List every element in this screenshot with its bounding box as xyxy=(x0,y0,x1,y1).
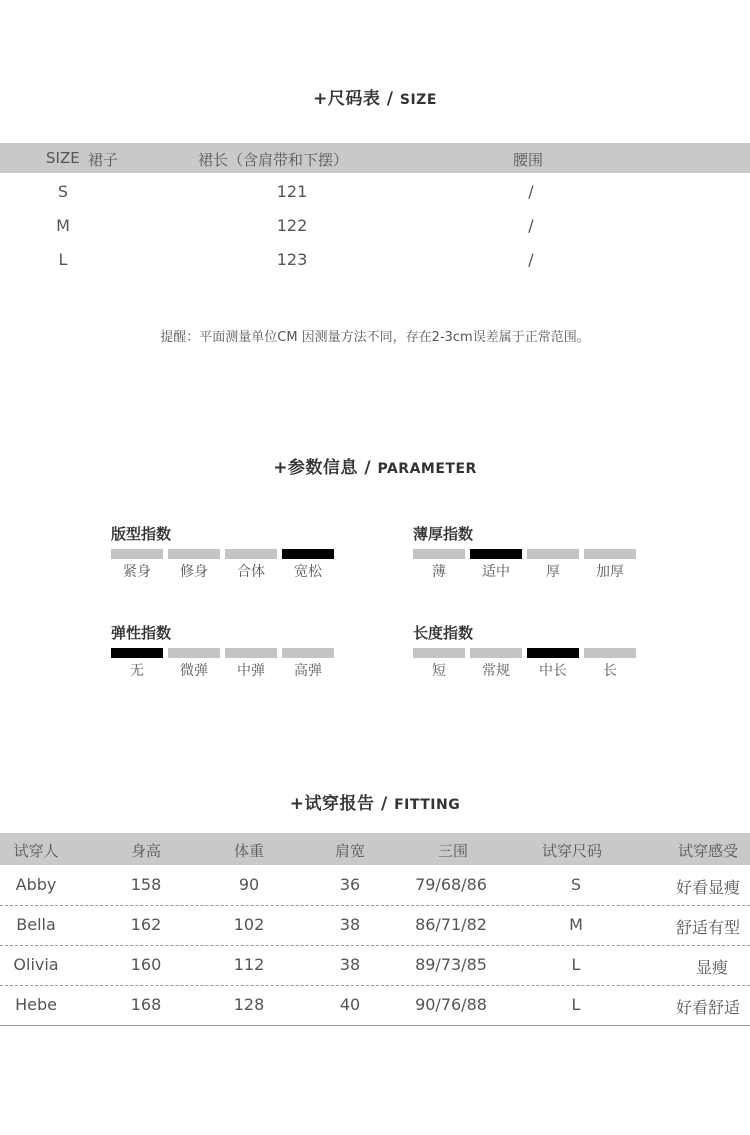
feedback-cell: 好看舒适 xyxy=(675,998,741,1017)
header-cell: 三围 xyxy=(437,842,469,860)
header-cell: 体重 xyxy=(233,842,265,860)
index-label: 紧身 xyxy=(123,564,151,580)
height-cell: 168 xyxy=(130,995,162,1014)
header-cell: 试穿尺码 xyxy=(541,842,603,860)
fitting-title-cn: +试穿报告 / xyxy=(289,794,395,814)
index-bar xyxy=(470,648,522,658)
size-title-en: SIZE xyxy=(399,92,437,108)
tried-size-cell: L xyxy=(571,955,581,974)
index-bar xyxy=(111,549,163,559)
index-bar xyxy=(168,549,220,559)
length-cell: 122 xyxy=(276,216,308,235)
index-label: 薄 xyxy=(432,564,446,580)
measurements-cell: 89/73/85 xyxy=(415,955,487,974)
parameter-section-title xyxy=(0,453,750,478)
thickness-index-title: 薄厚指数 xyxy=(413,525,474,543)
index-label: 厚 xyxy=(546,564,560,580)
feedback-cell: 显瘦 xyxy=(695,958,729,977)
size-row-l xyxy=(0,246,750,276)
weight-cell: 102 xyxy=(233,915,265,934)
index-bar xyxy=(584,549,636,559)
size-header-size: SIZE xyxy=(46,149,80,167)
table-row xyxy=(0,985,750,1026)
shoulder-cell: 36 xyxy=(339,875,361,894)
size-header-length: 裙长（含肩带和下摆） xyxy=(198,151,349,169)
index-label: 微弹 xyxy=(180,663,208,679)
header-cell: 试穿人 xyxy=(13,842,59,860)
thickness-index-block xyxy=(413,523,653,593)
tester-name: Bella xyxy=(16,915,56,934)
tester-name: Olivia xyxy=(13,955,59,974)
tried-size-cell: M xyxy=(569,915,583,934)
index-label: 适中 xyxy=(482,564,510,580)
size-table-header xyxy=(0,143,750,173)
size-header-waist: 腰围 xyxy=(513,151,544,169)
fitting-section-title xyxy=(0,789,750,814)
index-bar xyxy=(282,549,334,559)
index-bar xyxy=(584,648,636,658)
weight-cell: 128 xyxy=(233,995,265,1014)
shoulder-cell: 38 xyxy=(339,915,361,934)
elasticity-index-block xyxy=(111,622,351,692)
parameter-title-en: PARAMETER xyxy=(377,461,477,477)
header-cell: 身高 xyxy=(130,842,162,860)
index-label: 合体 xyxy=(237,564,265,580)
index-bar xyxy=(111,648,163,658)
length-cell: 121 xyxy=(276,182,308,201)
table-row xyxy=(0,905,750,946)
index-bar xyxy=(413,549,465,559)
waist-cell: / xyxy=(528,216,534,235)
index-label: 中弹 xyxy=(237,663,265,679)
index-label: 短 xyxy=(432,663,446,679)
table-row xyxy=(0,865,750,906)
index-label: 加厚 xyxy=(596,564,624,580)
length-cell: 123 xyxy=(276,250,308,269)
index-label: 高弹 xyxy=(294,663,322,679)
index-label: 宽松 xyxy=(294,564,322,580)
weight-cell: 112 xyxy=(233,955,265,974)
measurements-cell: 86/71/82 xyxy=(415,915,487,934)
index-bar xyxy=(527,648,579,658)
fit-index-title: 版型指数 xyxy=(111,525,172,543)
index-label: 长 xyxy=(603,663,617,679)
waist-cell: / xyxy=(528,250,534,269)
size-row-m xyxy=(0,212,750,242)
size-row-s xyxy=(0,178,750,208)
index-bar xyxy=(413,648,465,658)
length-index-title: 长度指数 xyxy=(413,624,474,642)
tried-size-cell: S xyxy=(570,875,582,894)
header-cell: 试穿感受 xyxy=(677,842,739,860)
fit-index-block xyxy=(111,523,351,593)
height-cell: 162 xyxy=(130,915,162,934)
tester-name: Hebe xyxy=(15,995,57,1014)
index-bar xyxy=(282,648,334,658)
size-cell: M xyxy=(56,216,70,235)
feedback-cell: 舒适有型 xyxy=(675,918,741,937)
index-label: 中长 xyxy=(539,663,567,679)
fitting-table-header xyxy=(0,833,750,865)
tried-size-cell: L xyxy=(571,995,581,1014)
height-cell: 158 xyxy=(130,875,162,894)
measurements-cell: 79/68/86 xyxy=(415,875,487,894)
measurement-note: 提醒：平面测量单位CM 因测量方法不同，存在2-3cm误差属于正常范围。 xyxy=(160,330,590,345)
tester-name: Abby xyxy=(15,875,57,894)
header-cell: 肩宽 xyxy=(334,842,366,860)
weight-cell: 90 xyxy=(238,875,260,894)
index-label: 修身 xyxy=(180,564,208,580)
index-bar xyxy=(225,648,277,658)
size-cell: L xyxy=(58,250,68,269)
table-row xyxy=(0,945,750,986)
index-bar xyxy=(225,549,277,559)
parameter-title-cn: +参数信息 / xyxy=(273,458,378,478)
size-header-skirt: 裙子 xyxy=(88,151,119,169)
measurements-cell: 90/76/88 xyxy=(415,995,487,1014)
index-label: 无 xyxy=(130,663,144,679)
feedback-cell: 好看显瘦 xyxy=(675,878,741,897)
index-label: 常规 xyxy=(482,663,510,679)
elasticity-index-title: 弹性指数 xyxy=(111,624,172,642)
fitting-title-en: FITTING xyxy=(394,797,461,813)
waist-cell: / xyxy=(528,182,534,201)
height-cell: 160 xyxy=(130,955,162,974)
size-section-title xyxy=(0,84,750,109)
shoulder-cell: 40 xyxy=(339,995,361,1014)
size-title-cn: +尺码表 / xyxy=(313,89,400,109)
shoulder-cell: 38 xyxy=(339,955,361,974)
size-cell: S xyxy=(57,182,69,201)
index-bar xyxy=(527,549,579,559)
length-index-block xyxy=(413,622,653,692)
index-bar xyxy=(168,648,220,658)
index-bar xyxy=(470,549,522,559)
